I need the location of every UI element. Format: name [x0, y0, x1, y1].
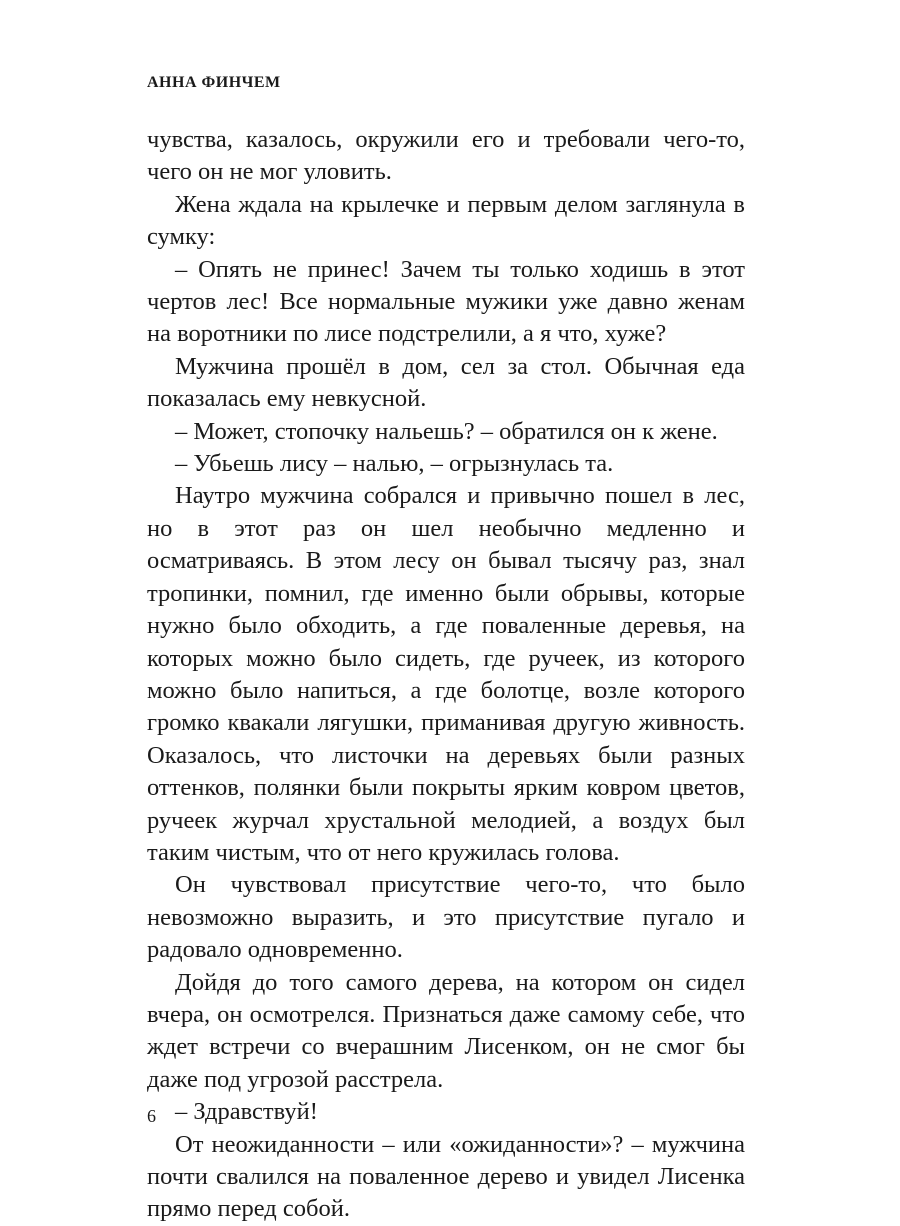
paragraph: – Здравствуй! — [175, 1098, 318, 1126]
paragraph: Он чувствовал присутствие чего-то, что было невозможно выразить, и это присутствие пугало и радовало одновременно. — [147, 871, 745, 964]
paragraph: – Опять не принес! Зачем ты только ходишь в этот чертов лес! Все нормальные мужики уже давно женам на воротники по лисе подстрелили, а я что, хуже? — [147, 255, 745, 348]
paragraph: Жена ждала на крылечке и первым делом заглянула в сумку: — [147, 190, 745, 251]
paragraph: чувства, казалось, окружили его и требовали чего-то, чего он не мог уловить. — [147, 126, 745, 186]
paragraph: От неожиданности – или «ожиданности»? – мужчина почти свалился на поваленное дерево и увидел Лисенка прямо перед собой. — [147, 1130, 745, 1223]
paragraph: Мужчина прошёл в дом, сел за стол. Обычная еда показалась ему невкусной. — [147, 352, 745, 413]
paragraph: Наутро мужчина собрался и привычно пошел в лес, но в этот раз он шел необычно медленно и осматриваясь. В этом лесу он бывал тысячу раз, знал тропинки, помнил, где именно были обрывы, которые нужно было обходить, а где поваленные деревья, на которых можно было сидеть, где ручеек, из которого можно было напиться, а где болотце, возле которого громко квакали лягушки, приманивая другую живность. Оказалось, что листочки на деревьях были разных оттенков, полянки были покрыты ярким ковром цветов, ручеек журчал хрустальной мелодией, а воздух был таким чистым, что от него кружилась голова. — [147, 482, 745, 866]
paragraph: – Может, стопочку нальешь? – обратился он к жене. — [175, 417, 718, 445]
page-number: 6 — [147, 1106, 156, 1126]
body-text — [147, 124, 745, 1226]
running-head-author: АННА ФИНЧЕМ — [147, 74, 281, 91]
paragraph: Дойдя до того самого дерева, на котором он сидел вчера, он осмотрелся. Признаться даже самому себе, что ждет встречи со вчерашним Лисенком, он не смог бы даже под угрозой расстрела. — [147, 968, 745, 1093]
paragraph: – Убьешь лису – налью, – огрызнулась та. — [175, 450, 614, 478]
